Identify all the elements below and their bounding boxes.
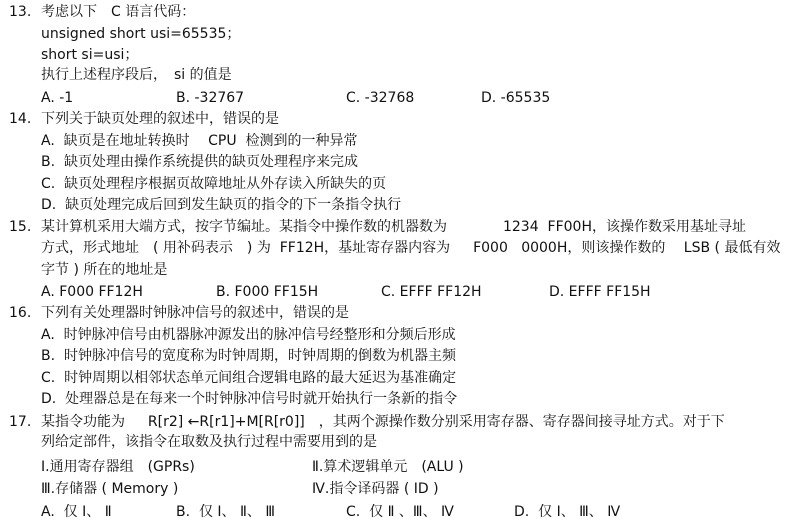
question-16-option-c: C. 时钟周期以相邻状态单元间组合逻辑电路的最大延迟为基准确定 bbox=[41, 370, 457, 386]
question-13-option-c: C. -32768 bbox=[346, 90, 415, 106]
question-17-option-d: D. 仅 Ⅰ、 Ⅲ、 Ⅳ bbox=[514, 504, 621, 520]
question-17-stem-1: 某指令功能为 R[r2] ←R[r1]+M[R[r0]] ，其两个源操作数分别采用寄存器、寄存器间接寻址方式。对于下 bbox=[41, 414, 725, 430]
question-17-component-3: Ⅲ.存储器 ( Memory ) bbox=[41, 481, 179, 497]
question-14-stem: 下列关于缺页处理的叙述中，错误的是 bbox=[41, 111, 279, 127]
question-13-code-1: unsigned short usi=65535； bbox=[41, 26, 241, 42]
question-14-option-c: C. 缺页处理程序根据页故障地址从外存读入所缺失的页 bbox=[41, 176, 387, 192]
question-13-option-d: D. -65535 bbox=[481, 90, 551, 106]
question-17-option-b: B. 仅 Ⅰ、 Ⅱ、 Ⅲ bbox=[176, 504, 275, 520]
question-15-number: 15. bbox=[9, 219, 32, 235]
question-15-option-a: A. F000 FF12H bbox=[41, 284, 143, 300]
question-14-option-d: D. 缺页处理完成后回到发生缺页的指令的下一条指令执行 bbox=[41, 197, 402, 213]
question-13-stem-1: 考虑以下 C 语言代码： bbox=[41, 4, 196, 20]
question-15-option-b: B. F000 FF15H bbox=[216, 284, 319, 300]
question-13-option-b: B. -32767 bbox=[176, 90, 245, 106]
question-17-stem-2: 列给定部件，该指令在取数及执行过程中需要用到的是 bbox=[41, 434, 377, 450]
question-15-stem-1: 某计算机采用大端方式，按字节编址。某指令中操作数的机器数为 1234 FF00H，该操作数采用基址寻址 bbox=[41, 219, 746, 235]
question-15-stem-3: 字节 ) 所在的地址是 bbox=[41, 262, 168, 278]
question-17-option-c: C. 仅 Ⅱ 、Ⅲ、 Ⅳ bbox=[346, 504, 454, 520]
question-14-option-a: A. 缺页是在地址转换时 CPU 检测到的一种异常 bbox=[41, 133, 358, 149]
question-16-number: 16. bbox=[9, 305, 32, 321]
question-16-option-b: B. 时钟脉冲信号的宽度称为时钟周期，时钟周期的倒数为机器主频 bbox=[41, 348, 456, 364]
question-16-stem: 下列有关处理器时钟脉冲信号的叙述中，错误的是 bbox=[41, 305, 349, 321]
question-16-option-a: A. 时钟脉冲信号由机器脉冲源发出的脉冲信号经整形和分频后形成 bbox=[41, 327, 456, 343]
question-17-component-1: Ⅰ.通用寄存器组 (GPRs) bbox=[41, 459, 195, 475]
question-13-stem-2: 执行上述程序段后， si 的值是 bbox=[41, 67, 232, 83]
question-13-option-a: A. -1 bbox=[41, 90, 74, 106]
question-15-option-c: C. EFFF FF12H bbox=[381, 284, 482, 300]
question-14-number: 14. bbox=[9, 111, 32, 127]
question-17-option-a: A. 仅 Ⅰ、 Ⅱ bbox=[41, 504, 112, 520]
question-16-option-d: D. 处理器总是在每来一个时钟脉冲信号时就开始执行一条新的指令 bbox=[41, 391, 458, 407]
question-17-component-4: Ⅳ.指令译码器 ( ID ) bbox=[312, 481, 439, 497]
question-17-number: 17. bbox=[9, 414, 32, 430]
question-15-option-d: D. EFFF FF15H bbox=[549, 284, 651, 300]
question-17-component-2: Ⅱ.算术逻辑单元 (ALU ) bbox=[312, 459, 464, 475]
question-14-option-b: B. 缺页处理由操作系统提供的缺页处理程序来完成 bbox=[41, 154, 358, 170]
question-15-stem-2: 方式，形式地址 ( 用补码表示 ) 为 FF12H，基址寄存器内容为 F000 0000H，则该操作数的 LSB ( 最低有效 bbox=[41, 240, 781, 256]
question-13-number: 13. bbox=[9, 4, 32, 20]
question-13-code-2: short si=usi； bbox=[41, 47, 139, 63]
